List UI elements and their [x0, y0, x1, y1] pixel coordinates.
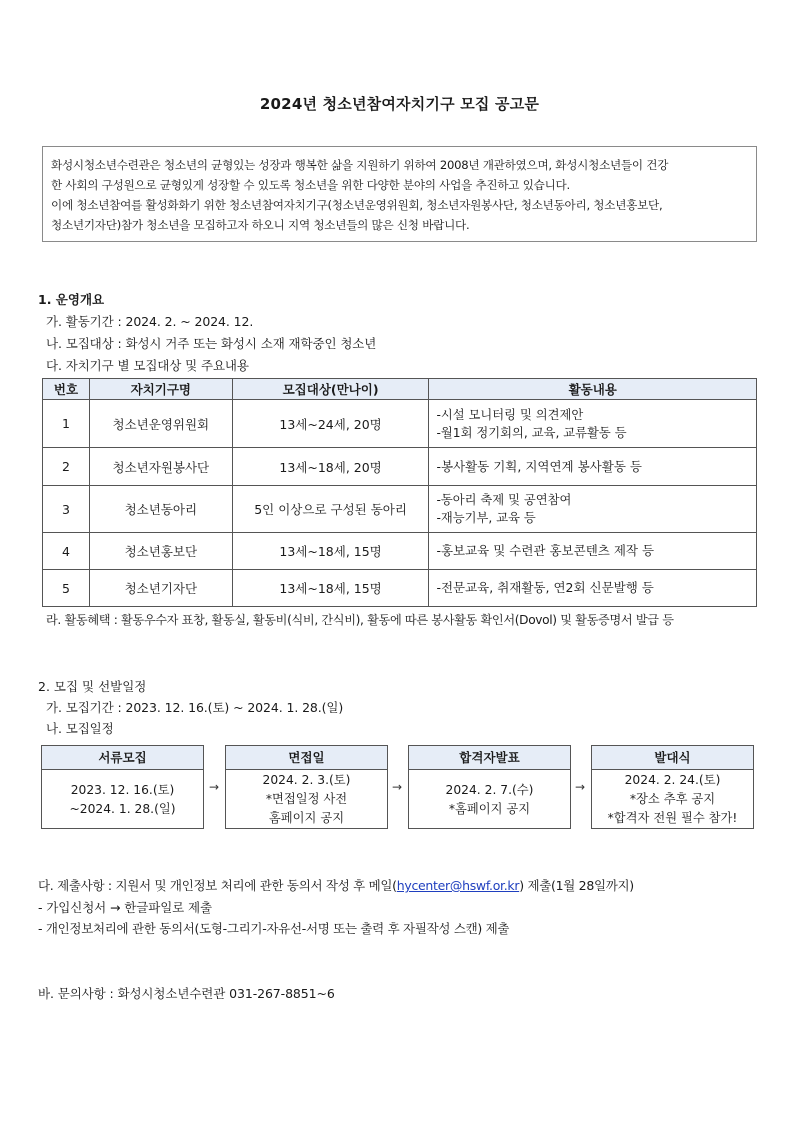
schedule-line: *면접일정 사전	[265, 792, 348, 806]
schedule-line: 홈페이지 공지	[268, 811, 345, 825]
schedule-box-launch	[591, 745, 754, 829]
submission-item-1: - 가입신청서 → 한글파일로 제출	[38, 900, 212, 915]
cell-number: 5	[43, 570, 90, 607]
schedule-body	[409, 770, 570, 829]
activity-line: -시설 모니터링 및 의견제안	[436, 407, 584, 422]
cell-org-name: 청소년자원봉사단	[89, 448, 232, 486]
schedule-body	[42, 770, 203, 829]
contact-info: 바. 문의사항 : 화성시청소년수련관 031-267-8851~6	[38, 986, 335, 1001]
schedule-line: *합격자 전원 필수 참가!	[607, 811, 738, 825]
schedule-title: 발대식	[592, 746, 753, 770]
section2-heading: 2. 모집 및 선발일정	[38, 679, 147, 694]
schedule-title: 합격자발표	[409, 746, 570, 770]
schedule-body	[226, 770, 387, 829]
cell-org-name: 청소년기자단	[89, 570, 232, 607]
table-row	[43, 570, 757, 607]
schedule-line: 2024. 2. 7.(수)	[445, 782, 534, 797]
table-row	[43, 400, 757, 448]
activity-line: -봉사활동 기획, 지역연계 봉사활동 등	[436, 458, 642, 474]
header-number: 번호	[43, 379, 90, 400]
submission-suffix: ) 제출(1월 28일까지)	[519, 878, 634, 893]
cell-number: 1	[43, 400, 90, 448]
submission-prefix: 다. 제출사항 : 지원서 및 개인정보 처리에 관한 동의서 작성 후 메일(	[38, 878, 397, 893]
intro-box	[42, 146, 757, 242]
table-row	[43, 448, 757, 486]
organization-table	[42, 378, 757, 607]
activity-line: -월1회 정기회의, 교육, 교류활동 등	[436, 425, 627, 440]
intro-line-4: 청소년기자단)참가 청소년을 모집하고자 하오니 지역 청소년들의 많은 신청 바랍니다.	[51, 218, 470, 232]
activity-line: -홍보교육 및 수련관 홍보콘텐츠 제작 등	[436, 543, 655, 558]
schedule-box-interview	[225, 745, 388, 829]
cell-target: 13세~18세, 15명	[232, 570, 429, 607]
cell-org-name: 청소년홍보단	[89, 533, 232, 570]
schedule-caption: 나. 모집일정	[46, 721, 114, 736]
table-row	[43, 533, 757, 570]
activity-line: -재능기부, 교육 등	[436, 511, 536, 525]
schedule-box-documents	[41, 745, 204, 829]
arrow-right-icon: →	[208, 780, 220, 794]
arrow-right-icon: →	[574, 780, 586, 794]
cell-target: 13세~18세, 20명	[232, 448, 429, 486]
submission-item-2: - 개인정보처리에 관한 동의서(도형-그리기-자유선-서명 또는 출력 후 자필작성 스캔) 제출	[38, 921, 510, 936]
activity-benefits: 라. 활동혜택 : 활동우수자 표창, 활동실, 활동비(식비, 간식비), 활동에 따른 봉사활동 확인서(Dovol) 및 활동증명서 발급 등	[46, 613, 674, 627]
table-caption: 다. 자치기구 별 모집대상 및 주요내용	[46, 358, 249, 373]
schedule-box-announcement	[408, 745, 571, 829]
header-activities: 활동내용	[429, 379, 757, 400]
cell-target: 13세~18세, 15명	[232, 533, 429, 570]
schedule-title: 서류모집	[42, 746, 203, 770]
cell-number: 3	[43, 486, 90, 533]
activity-period: 가. 활동기간 : 2024. 2. ~ 2024. 12.	[46, 314, 254, 329]
cell-activities	[429, 533, 757, 570]
recruit-period: 가. 모집기간 : 2023. 12. 16.(토) ~ 2024. 1. 28.(일)	[46, 700, 344, 715]
header-target: 모집대상(만나이)	[232, 379, 429, 400]
cell-org-name: 청소년운영위원회	[89, 400, 232, 448]
activity-line: -전문교육, 취재활동, 연2회 신문발행 등	[436, 580, 654, 595]
submission-requirements	[38, 876, 634, 894]
schedule-body	[592, 770, 753, 829]
section1-heading: 1. 운영개요	[38, 292, 105, 307]
schedule-line: 2024. 2. 3.(토)	[262, 773, 351, 787]
cell-activities	[429, 570, 757, 607]
cell-activities	[429, 400, 757, 448]
header-org-name: 자치기구명	[89, 379, 232, 400]
table-header-row	[43, 379, 757, 400]
schedule-line: *홈페이지 공지	[448, 801, 531, 816]
cell-activities	[429, 448, 757, 486]
cell-org-name: 청소년동아리	[89, 486, 232, 533]
email-link[interactable]: hycenter@hswf.or.kr	[396, 878, 520, 893]
cell-number: 4	[43, 533, 90, 570]
arrow-right-icon: →	[391, 780, 403, 794]
schedule-line: ~2024. 1. 28.(일)	[69, 801, 176, 816]
activity-line: -동아리 축제 및 공연참여	[436, 493, 572, 507]
schedule-line: 2023. 12. 16.(토)	[70, 782, 175, 797]
cell-target: 13세~24세, 20명	[232, 400, 429, 448]
schedule-title: 면접일	[226, 746, 387, 770]
schedule-line: *장소 추후 공지	[629, 792, 716, 806]
document-title: 2024년 청소년참여자치기구 모집 공고문	[259, 95, 540, 113]
intro-line-1: 화성시청소년수련관은 청소년의 균형있는 성장과 행복한 삶을 지원하기 위하여 2008년 개관하였으며, 화성시청소년들이 건강	[51, 158, 669, 172]
cell-target: 5인 이상으로 구성된 동아리	[232, 486, 429, 533]
intro-line-2: 한 사회의 구성원으로 균형있게 성장할 수 있도록 청소년을 위한 다양한 분야의 사업을 추진하고 있습니다.	[51, 178, 570, 192]
recruit-target: 나. 모집대상 : 화성시 거주 또는 화성시 소재 재학중인 청소년	[46, 336, 377, 351]
table-row	[43, 486, 757, 533]
cell-number: 2	[43, 448, 90, 486]
schedule-line: 2024. 2. 24.(토)	[624, 773, 721, 787]
intro-line-3: 이에 청소년참여를 활성화화기 위한 청소년참여자치기구(청소년운영위원회, 청소년자원봉사단, 청소년동아리, 청소년홍보단,	[51, 198, 663, 212]
cell-activities	[429, 486, 757, 533]
